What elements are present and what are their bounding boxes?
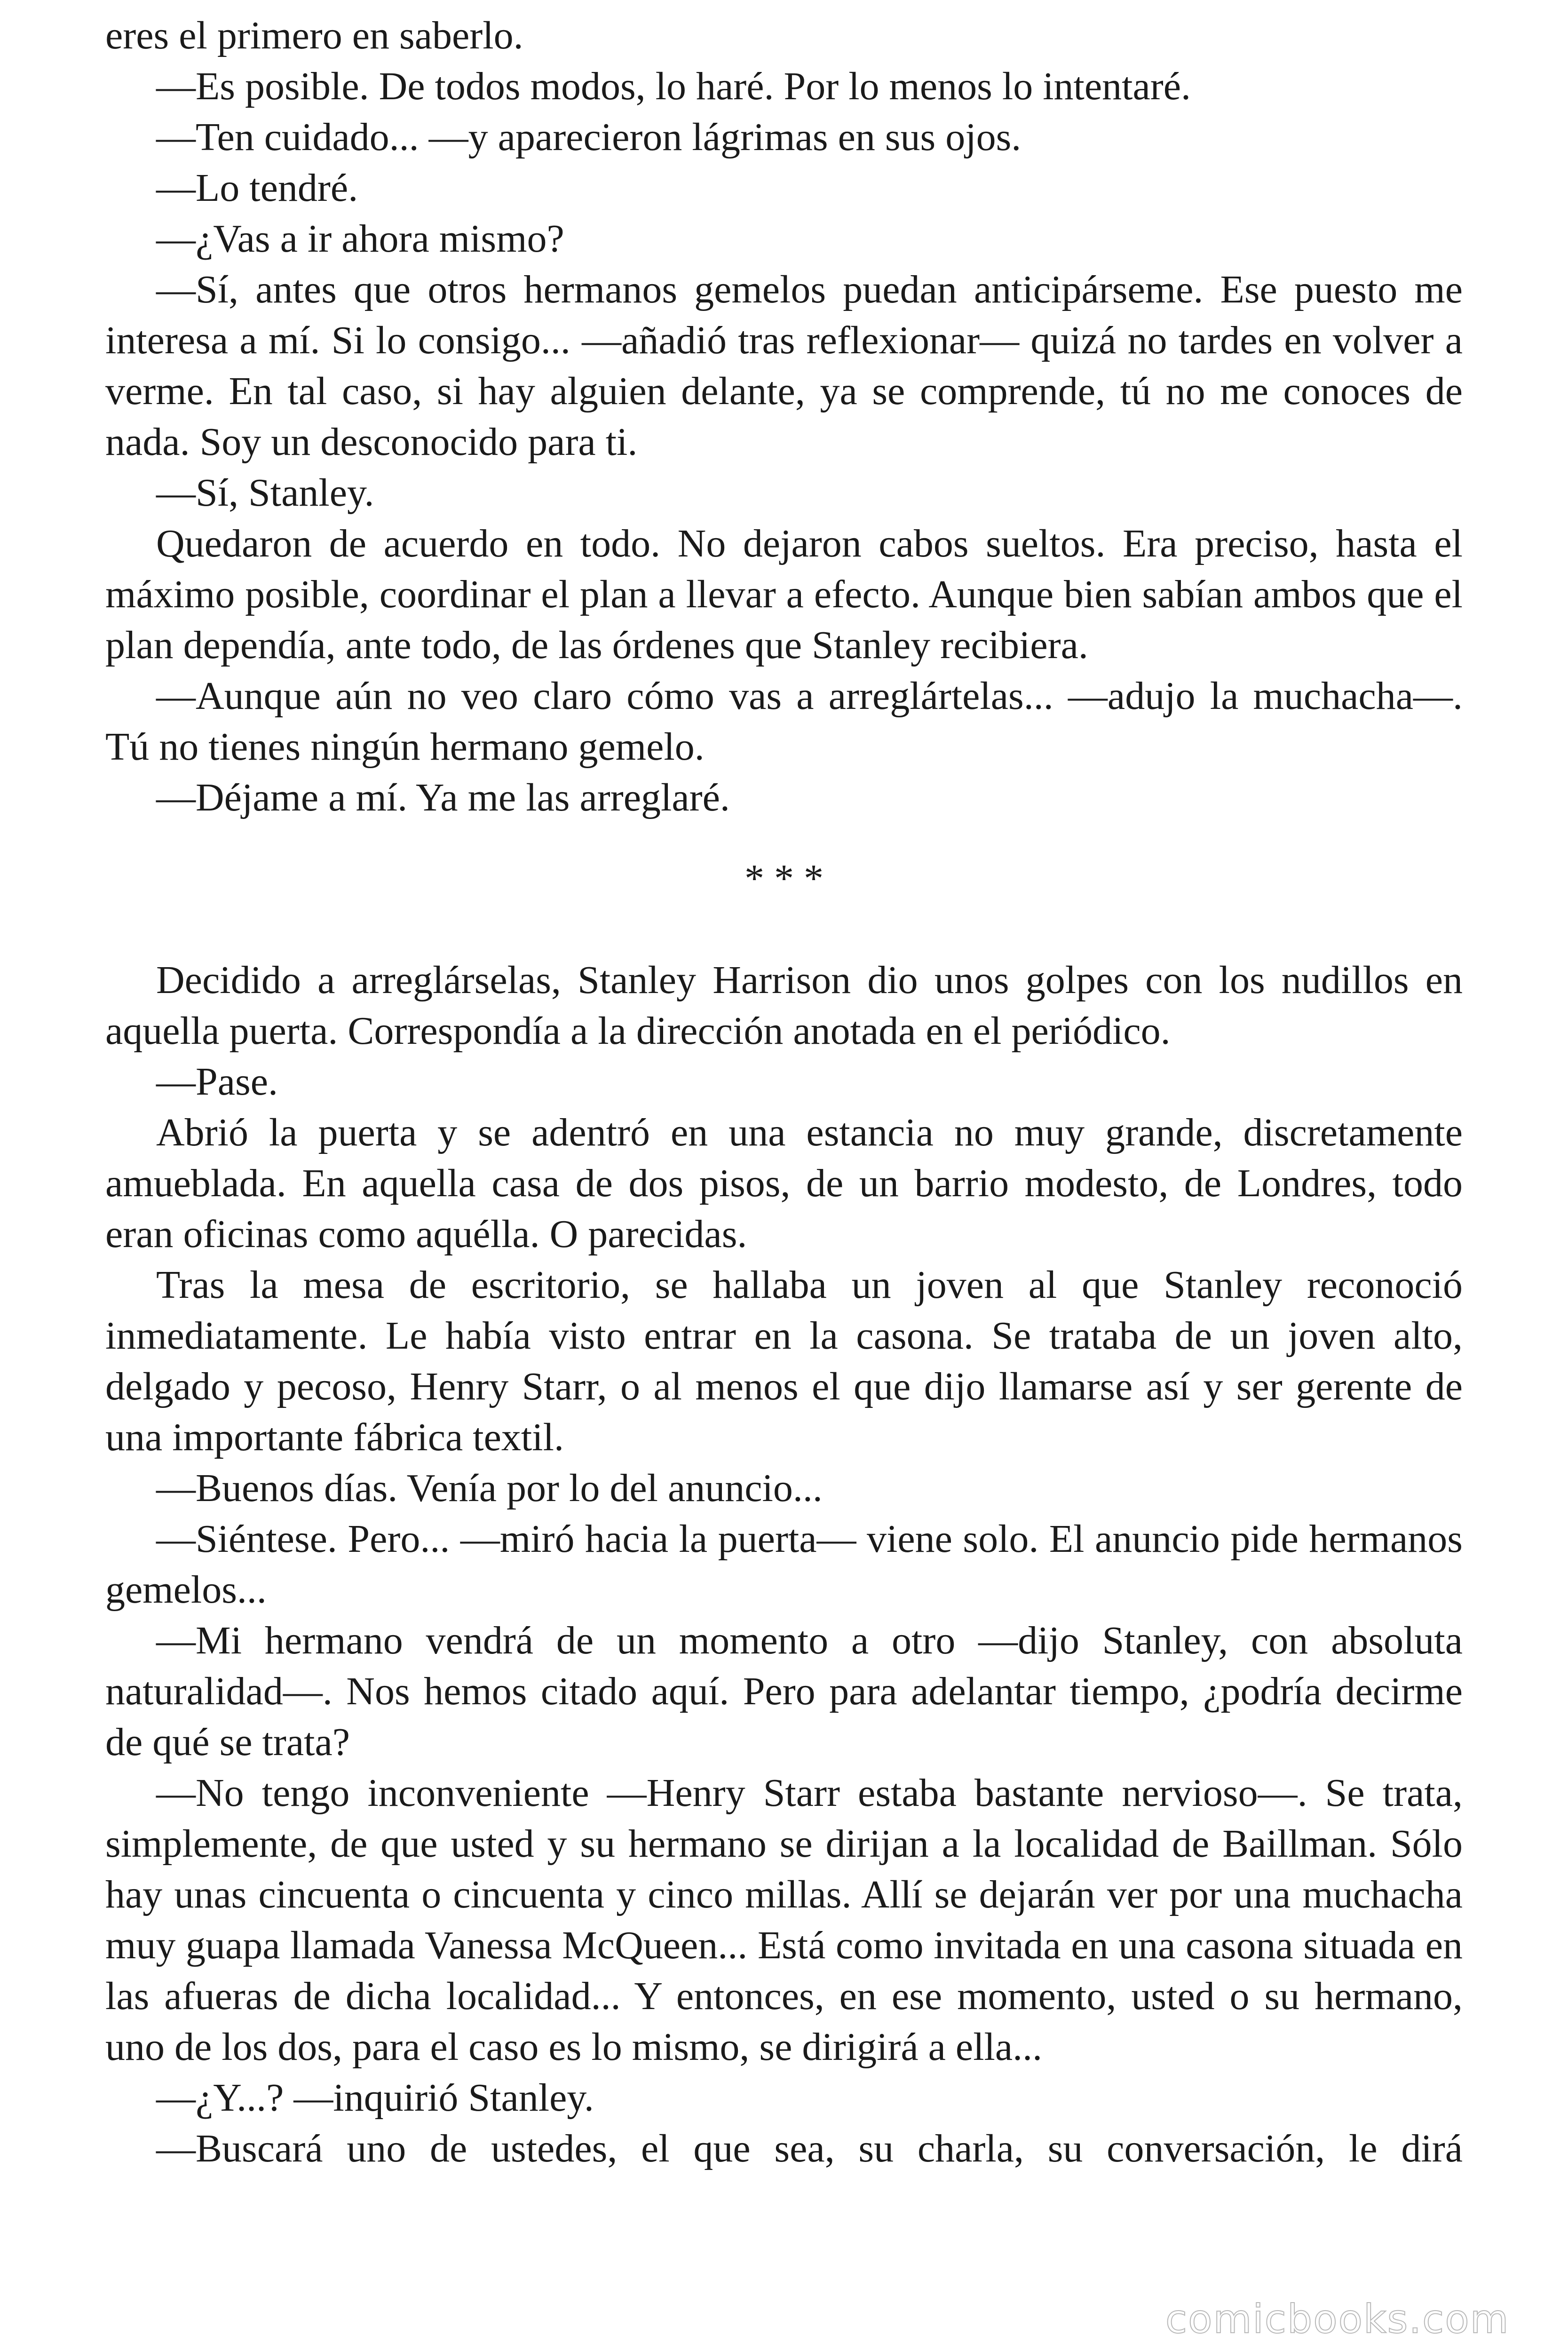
paragraph: eres el primero en saberlo. [105,14,523,57]
paragraph: Decidido a arreglárselas, Stanley Harrison dio unos golpes con los nudillos en aquella puerta. Correspondía a la dirección anotada en el periódico. [105,958,1463,1053]
paragraph: —Ten cuidado... —y aparecieron lágrimas en sus ojos. [156,115,1022,159]
paragraph: —¿Y...? —inquirió Stanley. [156,2076,594,2120]
paragraph: —Pase. [156,1060,278,1104]
section-separator: * * * [744,857,824,900]
watermark-text: comicbooks.com [1165,2296,1510,2342]
book-page [105,10,1463,2174]
paragraph: —No tengo inconveniente —Henry Starr estaba bastante nervioso—. Se trata, simplemente, de que usted y su hermano se dirijan a la localidad de Baillman. Sólo hay unas cincuenta o cincuenta y cinco millas. Allí se dejarán ver por una muchacha muy guapa llamada Vanessa McQueen... Está como invitada en una casona situada en las afueras de dicha localidad... Y entonces, en ese momento, usted o su hermano, uno de los dos, para el caso es lo mismo, se dirigirá a ella... [105,1771,1463,2069]
paragraph: —Buscará uno de ustedes, el que sea, su charla, su conversación, le dirá [156,2127,1463,2170]
paragraph: —Lo tendré. [156,166,358,210]
paragraph: —Sí, antes que otros hermanos gemelos puedan anticipárseme. Ese puesto me interesa a mí. Si lo consigo... —añadió tras reflexionar— quizá no tardes en volver a verme. En tal caso, si hay alguien delante, ya se comprende, tú no me conoces de nada. Soy un desconocido para ti. [105,268,1463,464]
paragraph: —Mi hermano vendrá de un momento a otro —dijo Stanley, con absoluta naturalidad—. Nos hemos citado aquí. Pero para adelantar tiempo, ¿podría decirme de qué se trata? [105,1619,1463,1764]
paragraph: Tras la mesa de escritorio, se hallaba un joven al que Stanley reconoció inmediatamente. Le había visto entrar en la casona. Se trataba de un joven alto, delgado y pecoso, Henry Starr, o al menos el que dijo llamarse así y ser gerente de una importante fábrica textil. [105,1263,1463,1459]
paragraph: —Es posible. De todos modos, lo haré. Por lo menos lo intentaré. [156,64,1191,108]
paragraph: —Déjame a mí. Ya me las arreglaré. [156,776,730,819]
paragraph: Abrió la puerta y se adentró en una estancia no muy grande, discretamente amueblada. En aquella casa de dos pisos, de un barrio modesto, de Londres, todo eran oficinas como aquélla. O parecidas. [105,1111,1463,1256]
paragraph: —Sí, Stanley. [156,471,374,515]
paragraph: Quedaron de acuerdo en todo. No dejaron cabos sueltos. Era preciso, hasta el máximo posible, coordinar el plan a llevar a efecto. Aunque bien sabían ambos que el plan dependía, ante todo, de las órdenes que Stanley recibiera. [105,522,1463,667]
paragraph: —Siéntese. Pero... —miró hacia la puerta— viene solo. El anuncio pide hermanos gemelos... [105,1517,1463,1612]
paragraph: —Buenos días. Venía por lo del anuncio... [156,1466,823,1510]
paragraph: —¿Vas a ir ahora mismo? [156,217,564,261]
paragraph: —Aunque aún no veo claro cómo vas a arreglártelas... —adujo la muchacha—. Tú no tienes ningún hermano gemelo. [105,674,1463,769]
